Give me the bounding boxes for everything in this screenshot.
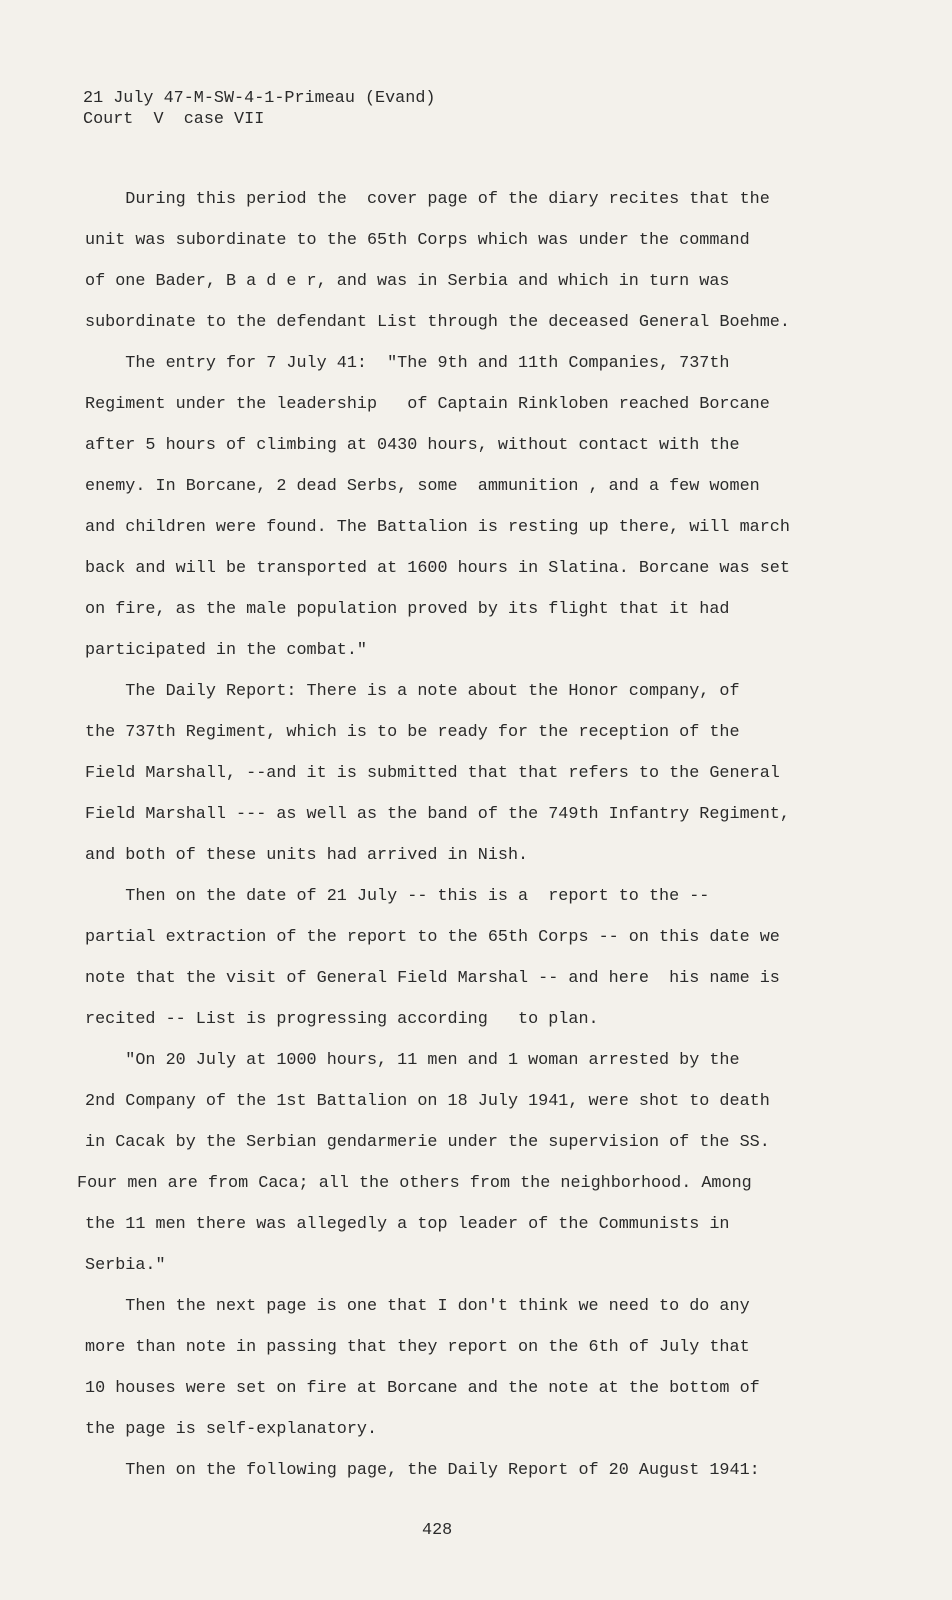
text-line: of one Bader, B a d e r, and was in Serbia and which in turn was	[85, 272, 730, 291]
page-number: 428	[422, 1521, 453, 1540]
text-line: "On 20 July at 1000 hours, 11 men and 1 woman arrested by the	[85, 1051, 740, 1070]
text-line: enemy. In Borcane, 2 dead Serbs, some ammunition , and a few women	[85, 477, 760, 496]
text-line: Then on the following page, the Daily Report of 20 August 1941:	[85, 1461, 760, 1480]
text-line: the page is self-explanatory.	[85, 1420, 378, 1439]
text-line: Field Marshall, --and it is submitted that that refers to the General	[85, 764, 780, 783]
text-line: recited -- List is progressing according to plan.	[85, 1010, 599, 1029]
text-line: back and will be transported at 1600 hours in Slatina. Borcane was set	[85, 559, 790, 578]
text-line: Then on the date of 21 July -- this is a report to the --	[85, 887, 710, 906]
text-line: 10 houses were set on fire at Borcane and the note at the bottom of	[85, 1379, 760, 1398]
text-line: the 737th Regiment, which is to be ready for the reception of the	[85, 723, 740, 742]
text-line: Regiment under the leadership of Captain Rinkloben reached Borcane	[85, 395, 770, 414]
text-line: partial extraction of the report to the 65th Corps -- on this date we	[85, 928, 780, 947]
text-line: Then the next page is one that I don't think we need to do any	[85, 1297, 750, 1316]
text-line: unit was subordinate to the 65th Corps which was under the command	[85, 231, 750, 250]
text-line: subordinate to the defendant List through the deceased General Boehme.	[85, 313, 790, 332]
header-line-2: Court V case VII	[83, 110, 265, 129]
text-line: Four men are from Caca; all the others from the neighborhood. Among	[77, 1174, 752, 1193]
text-line: and children were found. The Battalion is resting up there, will march	[85, 518, 790, 537]
text-line: Serbia."	[85, 1256, 166, 1275]
text-line: the 11 men there was allegedly a top leader of the Communists in	[85, 1215, 730, 1234]
text-line: 2nd Company of the 1st Battalion on 18 July 1941, were shot to death	[85, 1092, 770, 1111]
text-line: note that the visit of General Field Marshal -- and here his name is	[85, 969, 780, 988]
text-line: more than note in passing that they report on the 6th of July that	[85, 1338, 750, 1357]
text-line: on fire, as the male population proved by its flight that it had	[85, 600, 730, 619]
text-line: Field Marshall --- as well as the band of the 749th Infantry Regiment,	[85, 805, 790, 824]
header-line-1: 21 July 47-M-SW-4-1-Primeau (Evand)	[83, 89, 436, 108]
text-line: The entry for 7 July 41: "The 9th and 11th Companies, 737th	[85, 354, 730, 373]
text-line: The Daily Report: There is a note about the Honor company, of	[85, 682, 740, 701]
text-line: and both of these units had arrived in Nish.	[85, 846, 529, 865]
text-line: participated in the combat."	[85, 641, 367, 660]
text-line: after 5 hours of climbing at 0430 hours, without contact with the	[85, 436, 740, 455]
document-header	[83, 88, 435, 130]
text-line: in Cacak by the Serbian gendarmerie under the supervision of the SS.	[85, 1133, 770, 1152]
text-line: During this period the cover page of the diary recites that the	[85, 190, 770, 209]
